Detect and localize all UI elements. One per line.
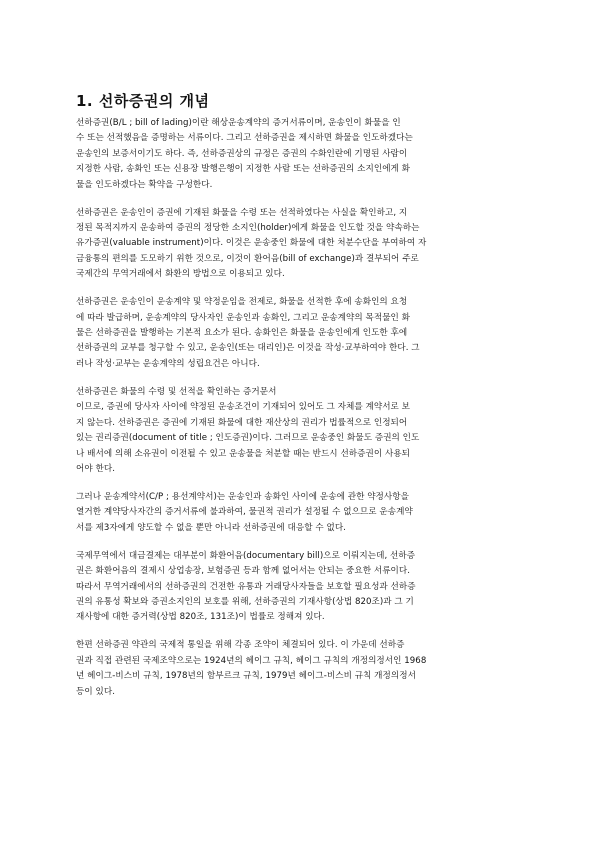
- text-line: 러나 작성·교부는 운송계약의 성립요건은 아니다.: [76, 358, 260, 369]
- text-line: 등이 있다.: [76, 686, 115, 697]
- text-line: 유가증권(valuable instrument)이다. 이것은 운송중인 화물에 대한 처분수단을 부여하여 자: [76, 238, 427, 249]
- text-line: 운송인의 보증서이기도 하다. 즉, 선하증권상의 규정은 증권의 수화인란에 기명된 사람이: [76, 148, 408, 159]
- text-line: 국제간의 무역거래에서 화환의 방법으로 이용되고 있다.: [76, 269, 285, 280]
- paragraph: [76, 385, 520, 477]
- paragraph: [76, 490, 520, 536]
- text-line: 선하증권은 화물의 수령 및 선적을 확인하는 증거문서: [76, 386, 277, 397]
- text-line: 그러나 운송계약서(C/P ; 용선계약서)는 운송인과 송화인 사이에 운송에 관한 약정사항을: [76, 491, 409, 502]
- text-line: 에 따라 발급하며, 운송계약의 당사자인 운송인과 송화인, 그리고 운송계약의 목적물인 화: [76, 312, 411, 323]
- text-line: 재사항에 대한 증거력(상법 820조, 131조)이 법률로 정해져 있다.: [76, 612, 325, 623]
- text-line: 선하증권은 운송인이 증권에 기재된 화물을 수령 또는 선적하였다는 사실을 확인하고, 지: [76, 207, 408, 218]
- text-line: 수 또는 선적했음을 증명하는 서류이다. 그리고 선하증권을 제시하면 화물을 인도하겠다는: [76, 133, 413, 144]
- text-line: 있는 권리증권(document of title ; 인도증권)이다. 그러므로 운송중인 화물도 증권의 인도: [76, 433, 420, 444]
- paragraph: [76, 295, 520, 372]
- paragraph: [76, 116, 520, 193]
- text-line: 지 않는다. 선하증권은 증권에 기재된 화물에 대한 재산상의 권리가 법률적으로 인정되어: [76, 417, 408, 428]
- text-line: 선하증권(B/L ; bill of lading)이란 해상운송계약의 증거서류이며, 운송인이 화물을 인: [76, 118, 401, 128]
- text-line: 국제무역에서 대금결제는 대부분이 화환어음(documentary bill)으로 이뤄지는데, 선하증: [76, 550, 416, 561]
- paragraph: [76, 549, 520, 626]
- body-text: [76, 116, 520, 713]
- text-line: 정된 목적지까지 운송하여 증권의 정당한 소지인(holder)에게 화물을 인도할 것을 약속하는: [76, 223, 420, 234]
- text-line: 권과 직접 관련된 국제조약으로는 1924년의 헤이그 규칙, 헤이그 규칙의 개정의정서인 1968: [76, 655, 427, 666]
- text-line: 선하증권은 운송인이 운송계약 및 약정운임을 전제로, 화물을 선적한 후에 송화인의 요청: [76, 297, 408, 308]
- section-heading: 1. 선하증권의 개념: [76, 92, 210, 110]
- text-line: 권은 화환어음의 결제시 상업송장, 보험증권 등과 함께 없어서는 안되는 중요한 서류이다.: [76, 566, 411, 577]
- text-line: 서를 제3자에게 양도할 수 없을 뿐만 아니라 선하증권에 대응할 수 없다.: [76, 522, 346, 533]
- text-line: 권의 유통성 확보와 증권소지인의 보호를 위해, 선하증권의 기재사항(상법 820조)과 그 기: [76, 596, 414, 607]
- text-line: 물을 인도하겠다는 확약을 구성한다.: [76, 179, 213, 190]
- text-line: 열거한 계약당사자간의 증거서류에 불과하여, 물권적 권리가 설정될 수 없으므로 운송계약: [76, 507, 413, 518]
- text-line: 이므로, 증권에 당사자 사이에 약정된 운송조건이 기재되어 있어도 그 자체를 계약서로 보: [76, 402, 411, 413]
- text-line: 어야 한다.: [76, 463, 115, 474]
- paragraph: [76, 638, 520, 700]
- text-line: 선하증권의 교부를 청구할 수 있고, 운송인(또는 대리인)은 이것을 작성·교부하여야 한다. 그: [76, 343, 420, 354]
- text-line: 한편 선하증권 약관의 국제적 통일을 위해 각종 조약이 체결되어 있다. 이 가운데 선하증: [76, 640, 405, 651]
- paragraph: [76, 206, 520, 283]
- text-line: 금융통의 편의를 도모하기 위한 것으로, 이것이 환어음(bill of exchange)과 결부되어 주로: [76, 253, 419, 264]
- text-line: 따라서 무역거래에서의 선하증권의 건전한 유통과 거래당사자들을 보호할 필요성과 선하증: [76, 581, 416, 592]
- text-line: 지정한 사람, 송화인 또는 신용장 발행은행이 지정한 사람 또는 선하증권의 소지인에게 화: [76, 164, 411, 175]
- text-line: 년 헤이그-비스비 규칙, 1978년의 함부르크 규칙, 1979년 헤이그-비스비 규칙 개정의정서: [76, 671, 416, 682]
- text-line: 나 배서에 의해 소유권이 이전될 수 있고 운송물을 처분할 때는 반드시 선하증권이 사용되: [76, 448, 411, 459]
- text-line: 물은 선하증권을 발행하는 기본적 요소가 된다. 송화인은 화물을 운송인에게 인도한 후에: [76, 328, 408, 339]
